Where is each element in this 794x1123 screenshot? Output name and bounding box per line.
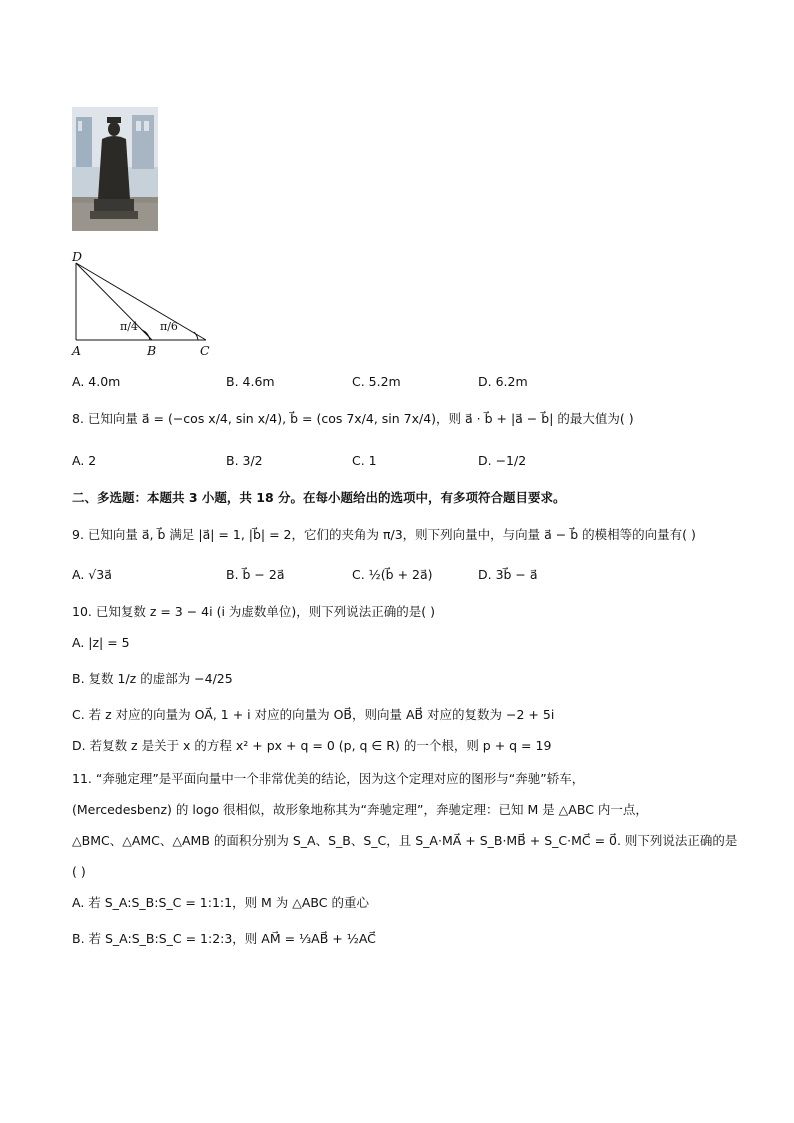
q10-option-c: C. 若 z 对应的向量为 OA⃗, 1 + i 对应的向量为 OB⃗，则向量 AB⃗ 对应的复数为 −2 + 5i: [72, 707, 555, 722]
q7-option-d: D. 6.2m: [478, 374, 528, 389]
q10-stem: 10. 已知复数 z = 3 − 4i (i 为虚数单位)，则下列说法正确的是( ): [72, 604, 436, 619]
angle-b-label: π/4: [120, 320, 138, 333]
q11-option-a: A. 若 S_A:S_B:S_C = 1:1:1，则 M 为 △ABC 的重心: [72, 895, 369, 910]
q9-option-d: D. 3b⃗ − a⃗: [478, 567, 538, 582]
label-d: D: [72, 249, 83, 264]
q11-line-3: △BMC、△AMC、△AMB 的面积分别为 S_A、S_B、S_C，且 S_A·MA⃗ + S_B·MB⃗ + S_C·MC⃗ = 0⃗. 则下列说法正确的是: [72, 833, 738, 848]
label-c: C: [200, 343, 210, 358]
q9-option-b: B. b⃗ − 2a⃗: [226, 567, 285, 582]
statue-photo: [72, 107, 158, 231]
q11-line-1: 11. “奔驰定理”是平面向量中一个非常优美的结论，因为这个定理对应的图形与“奔驰”轿车，: [72, 771, 585, 786]
q10-option-a: A. |z| = 5: [72, 635, 130, 650]
q11-option-b: B. 若 S_A:S_B:S_C = 1:2:3，则 AM⃗ = ⅓AB⃗ + ½AC⃗: [72, 931, 376, 946]
q9-stem: 9. 已知向量 a⃗, b⃗ 满足 |a⃗| = 1, |b⃗| = 2，它们的夹角为 π/3，则下列向量中，与向量 a⃗ − b⃗ 的模相等的向量有( ): [72, 527, 696, 542]
q11-line-4: ( ): [72, 864, 86, 879]
q8-stem: 8. 已知向量 a⃗ = (−cos x/4, sin x/4), b⃗ = (cos 7x/4, sin 7x/4)，则 a⃗ · b⃗ + |a⃗ − b⃗| 的最大值为( ): [72, 411, 634, 426]
q7-option-c: C. 5.2m: [352, 374, 401, 389]
q8-option-d: D. −1/2: [478, 453, 527, 468]
q11-line-2: (Mercedesbenz) 的 logo 很相似，故形象地称其为“奔驰定理”，奔驰定理：已知 M 是 △ABC 内一点，: [72, 802, 648, 817]
q10-option-d: D. 若复数 z 是关于 x 的方程 x² + px + q = 0 (p, q ∈ R) 的一个根，则 p + q = 19: [72, 738, 552, 753]
angle-c-label: π/6: [160, 320, 178, 333]
label-a: A: [72, 343, 82, 358]
q10-option-b: B. 复数 1/z 的虚部为 −4/25: [72, 671, 233, 686]
label-b: B: [147, 343, 157, 358]
q8-option-b: B. 3/2: [226, 453, 263, 468]
section-2-heading: 二、多选题：本题共 3 小题，共 18 分。在每小题给出的选项中，有多项符合题目要求。: [72, 490, 566, 505]
q9-option-c: C. ½(b⃗ + 2a⃗): [352, 567, 433, 582]
q7-option-b: B. 4.6m: [226, 374, 275, 389]
q9-option-a: A. √3a⃗: [72, 567, 112, 582]
q7-option-a: A. 4.0m: [72, 374, 121, 389]
q8-option-c: C. 1: [352, 453, 377, 468]
q8-option-a: A. 2: [72, 453, 97, 468]
